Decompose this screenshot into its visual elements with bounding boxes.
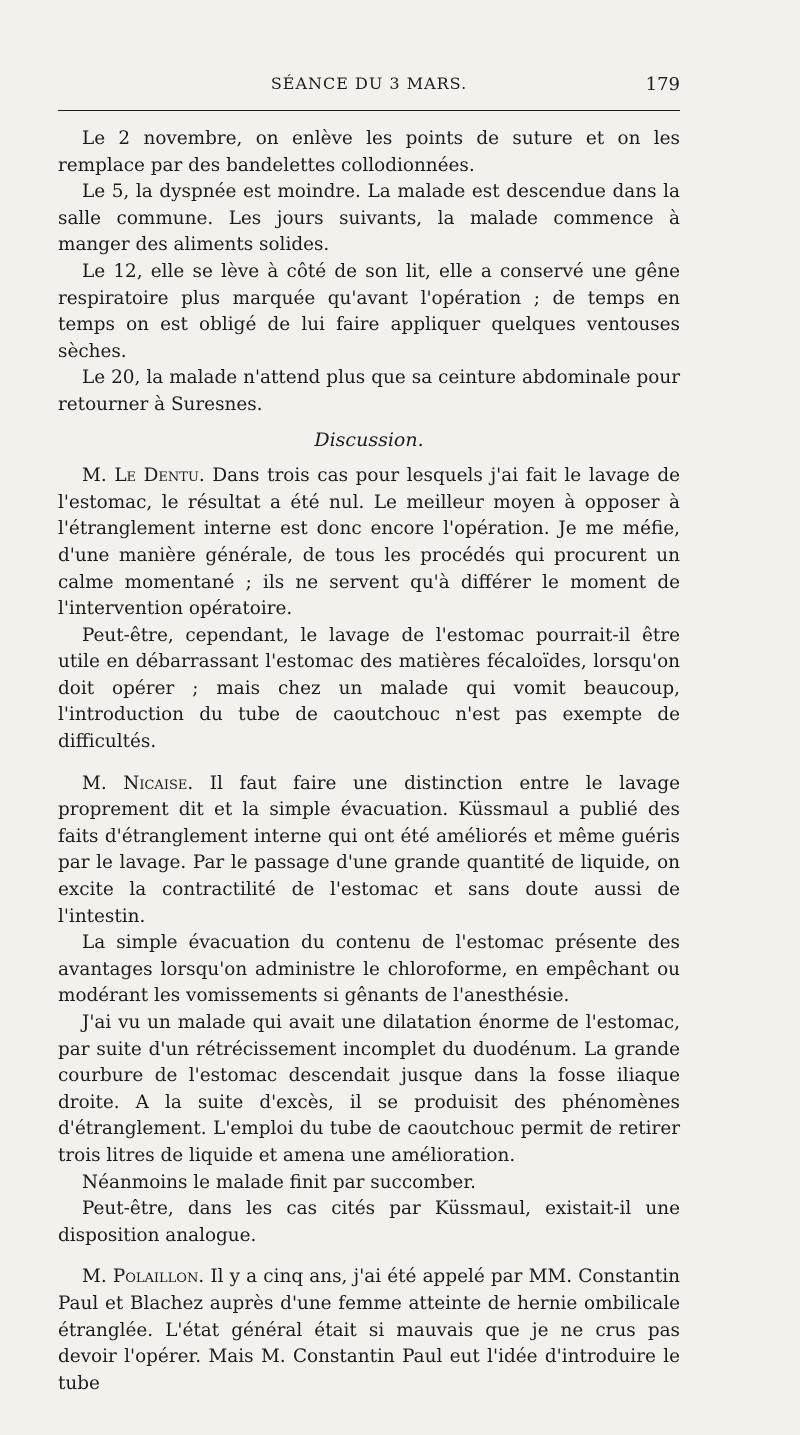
body-text [58, 126, 680, 1397]
header-rule [58, 110, 680, 111]
paragraph-text: Il y a cinq ans, j'ai été appelé par MM. Constantin Paul et Blachez auprès d'une femme atteinte de hernie ombilicale étranglée. L'état général était si mauvais que je ne crus pas devoir l'opérer. Mais M. Constantin Paul eut l'idée d'introduire le tube [58, 1266, 680, 1394]
paragraph: Peut-être, dans les cas cités par Küssmaul, existait-il une disposition analogue. [58, 1198, 680, 1246]
paragraph: Peut-être, cependant, le lavage de l'estomac pourrait-il être utile en débarrassant l'estomac des matières fécaloïdes, lorsqu'on doit opérer ; mais chez un malade qui vomit beaucoup, l'introduction du tube de caoutchouc n'est pas exempte de difficultés. [58, 624, 680, 753]
paragraph: Néanmoins le malade finit par succomber. [82, 1171, 476, 1193]
paragraph: La simple évacuation du contenu de l'estomac présente des avantages lorsqu'on administre le chloroforme, en empêchant ou modérant les vomissements si gênants de l'anesthésie. [58, 932, 680, 1007]
section-heading: Discussion. [314, 428, 424, 451]
speaker-name: M. Polaillon. [82, 1266, 205, 1288]
paragraph: Le 20, la malade n'attend plus que sa ceinture abdominale pour retourner à Suresnes. [58, 367, 680, 415]
speaker-name: M. Le Dentu. [82, 465, 205, 487]
running-title: SÉANCE DU 3 MARS. [270, 74, 468, 93]
paragraph-nicaise [58, 771, 680, 931]
paragraph-polaillon [58, 1264, 680, 1397]
page-number: 179 [645, 74, 680, 95]
paragraph: Le 2 novembre, on enlève les points de suture et on les remplace par des bandelettes collodionnées. [58, 128, 680, 176]
paragraph: J'ai vu un malade qui avait une dilatation énorme de l'estomac, par suite d'un rétrécissement incomplet du duodénum. La grande courbure de l'estomac descendait jusque dans la fosse iliaque droite. A la suite d'excès, il se produisit des phénomènes d'étranglement. L'emploi du tube de caoutchouc permit de retirer trois litres de liquide et amena une amélioration. [58, 1012, 680, 1166]
paragraph: Le 12, elle se lève à côté de son lit, elle a conservé une gêne respiratoire plus marquée qu'avant l'opération ; de temps en temps on est obligé de lui faire appliquer quelques ventouses sèches. [58, 260, 680, 362]
paragraph-le-dentu [58, 463, 680, 623]
paragraph-text: Dans trois cas pour lesquels j'ai fait le lavage de l'estomac, le résultat a été nul. Le meilleur moyen à opposer à l'étranglement interne est donc encore l'opération. Je me méfie, d'une manière générale, de tous les procédés qui procurent un calme momentané ; ils ne servent qu'à différer le moment de l'intervention opératoire. [58, 465, 681, 620]
running-head [58, 74, 680, 100]
speaker-name: M. Nicaise. [82, 772, 194, 794]
paragraph-text: Il faut faire une distinction entre le lavage proprement dit et la simple évacuation. Küssmaul a publié des faits d'étranglement interne qui ont été améliorés et même guéris par le lavage. Par le passage d'une grande quantité de liquide, on excite la contractilité de l'estomac et sans doute aussi de l'intestin. [58, 772, 680, 927]
paragraph: Le 5, la dyspnée est moindre. La malade est descendue dans la salle commune. Les jours suivants, la malade commence à manger des aliments solides. [58, 181, 680, 256]
